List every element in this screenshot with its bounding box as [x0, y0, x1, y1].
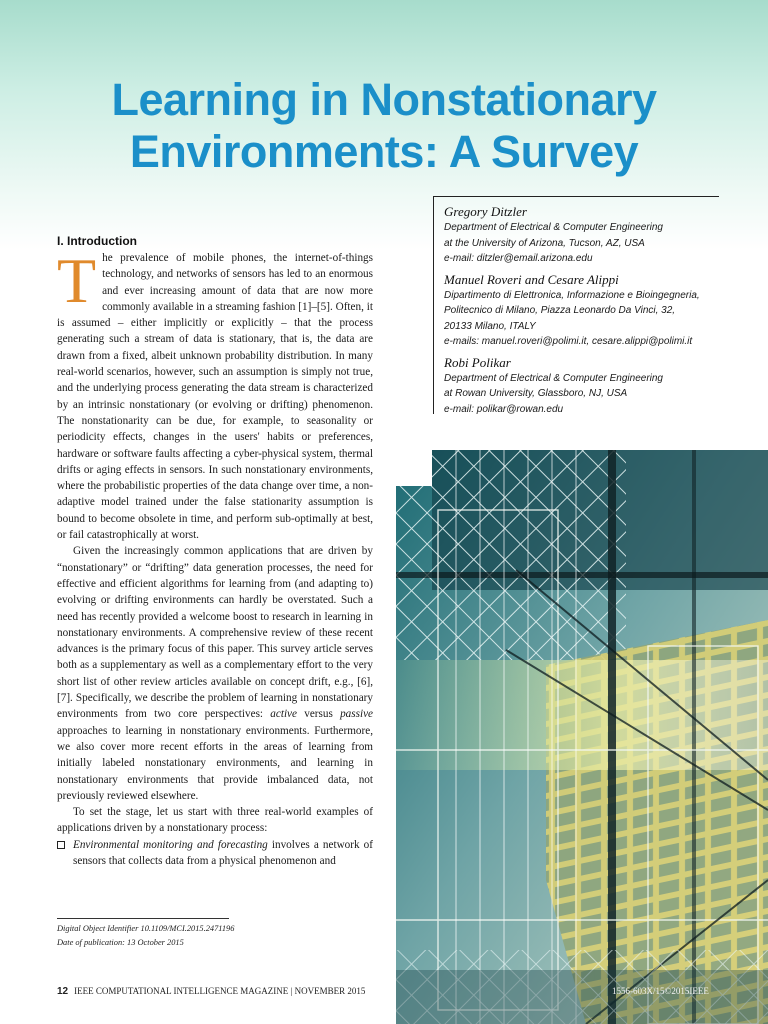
term-passive: passive: [340, 708, 374, 721]
paragraph-2-rest: approaches to learning in nonstationary environments. Furthermore, we also cover more recent efforts in the areas of learning from initially labeled nonstationary environments, and learning in nonstationary environments that provide imbalanced data, not previously reviewed elsewhere.: [57, 724, 373, 802]
footnote-divider: [57, 918, 229, 919]
term-active: active: [270, 708, 297, 721]
author-block-polikar: [444, 355, 719, 418]
drop-cap: T: [57, 245, 97, 316]
paragraph-1-text: he prevalence of mobile phones, the internet-of-things technology, and networks of sensors has led to an enormous and ever increasing amount of data that are now more commonly available in a streaming fashion [1]–[5]. Often, it is assumed – either implicitly or explicitly – that the process generating such a stream of data is stationary, that is, the data are drawn from a fixed, albeit unknown probability distribution. In many real-world scenarios, however, such an assumption is simply not true, and the underlying process generating the data stream is characterized by an intrinsic nonstationary (or evolving or drifting) phenomenon. The nonstationarity can be due, for example, to seasonality or periodicity effects, changes in the users' habits or preferences, hardware or software faults affecting a cyber-physical system, thermal drifts or aging effects in sensors. In such nonstationary environments, where the probabilistic properties of the data change over time, a non-adaptive model trained under the false stationarity assumption is bound to become obsolete in time, and perform sub-optimally at best, or fail catastrophically at worst.: [57, 252, 373, 542]
magazine-footer-text: IEEE COMPUTATIONAL INTELLIGENCE MAGAZINE | NOVEMBER 2015: [74, 986, 366, 996]
footnote: [57, 922, 377, 950]
bullet-term: Environmental monitoring and forecasting: [73, 838, 268, 851]
affiliation-line: Dipartimento di Elettronica, Informazione e Bioingegneria,: [444, 289, 700, 301]
paragraph-1: [57, 245, 373, 543]
article-body: [57, 245, 374, 869]
title-line-1: Learning in Nonstationary: [111, 74, 657, 125]
affiliation-line: Department of Electrical & Computer Engineering: [444, 222, 663, 233]
author-email[interactable]: e-mail: polikar@rowan.edu: [444, 403, 564, 415]
affiliation-line: Politecnico di Milano, Piazza Leonardo Da Vinci, 32,: [444, 305, 676, 316]
author-name: Manuel Roveri and Cesare Alippi: [444, 271, 619, 287]
paragraph-2-text: Given the increasingly common applications that are driven by “nonstationary” or “drifting” data generation processes, the need for effective and efficient algorithms for learning from (and adapting to) evolving or drifting environments can hardly be overstated. Such a need has recently provided a welcome boost to research in learning in nonstationary environments. A comprehensive review of these recent advances is the primary focus of this paper. This survey article serves both as a supplementary as well as a complementary effort to the very short list of other review articles available on concept drift, e.g., [6], [7]. Specifically, we describe the problem of learning in nonstationary environments from two core perspectives:: [57, 545, 373, 721]
hollow-square-bullet-icon: [57, 841, 65, 849]
author-block-roveri-alippi: [444, 272, 719, 350]
affiliation-line: Department of Electrical & Computer Engineering: [444, 372, 663, 384]
affiliation-line: 20133 Milano, ITALY: [444, 320, 536, 332]
paragraph-2-versus: versus: [297, 708, 341, 721]
publication-date-line: Date of publication: 13 October 2015: [57, 938, 184, 947]
article-title: [0, 74, 768, 178]
cover-illustration: [396, 450, 768, 1024]
author-name: Robi Polikar: [444, 354, 511, 370]
issn-copyright: 1556-603X/15©2015IEEE: [612, 986, 709, 996]
page-footer: [57, 986, 365, 997]
author-email[interactable]: e-mail: ditzler@email.arizona.edu: [444, 253, 593, 264]
title-line-2: Environments: A Survey: [129, 126, 639, 177]
author-block-ditzler: [444, 204, 719, 267]
page-number: 12: [57, 986, 69, 997]
doi-line: Digital Object Identifier 10.1109/MCI.2015.2471196: [57, 924, 235, 933]
affiliation-line: at the University of Arizona, Tucson, AZ, USA: [444, 237, 645, 249]
author-name: Gregory Ditzler: [444, 204, 527, 219]
bullet-item-environmental-monitoring: [57, 837, 373, 870]
bullet-text: involves a network of sensors that collects data from a physical phenomenon and: [73, 838, 373, 867]
author-affiliations: [433, 196, 719, 414]
paragraph-3: To set the stage, let us start with three real-world examples of applications driven by a nonstationary process:: [57, 806, 373, 835]
author-email[interactable]: e-mails: manuel.roveri@polimi.it, cesare.alippi@polimi.it: [444, 336, 693, 347]
affiliation-line: at Rowan University, Glassboro, NJ, USA: [444, 388, 628, 399]
paragraph-2: [57, 543, 373, 804]
section-heading-introduction: I. Introduction: [57, 234, 137, 248]
